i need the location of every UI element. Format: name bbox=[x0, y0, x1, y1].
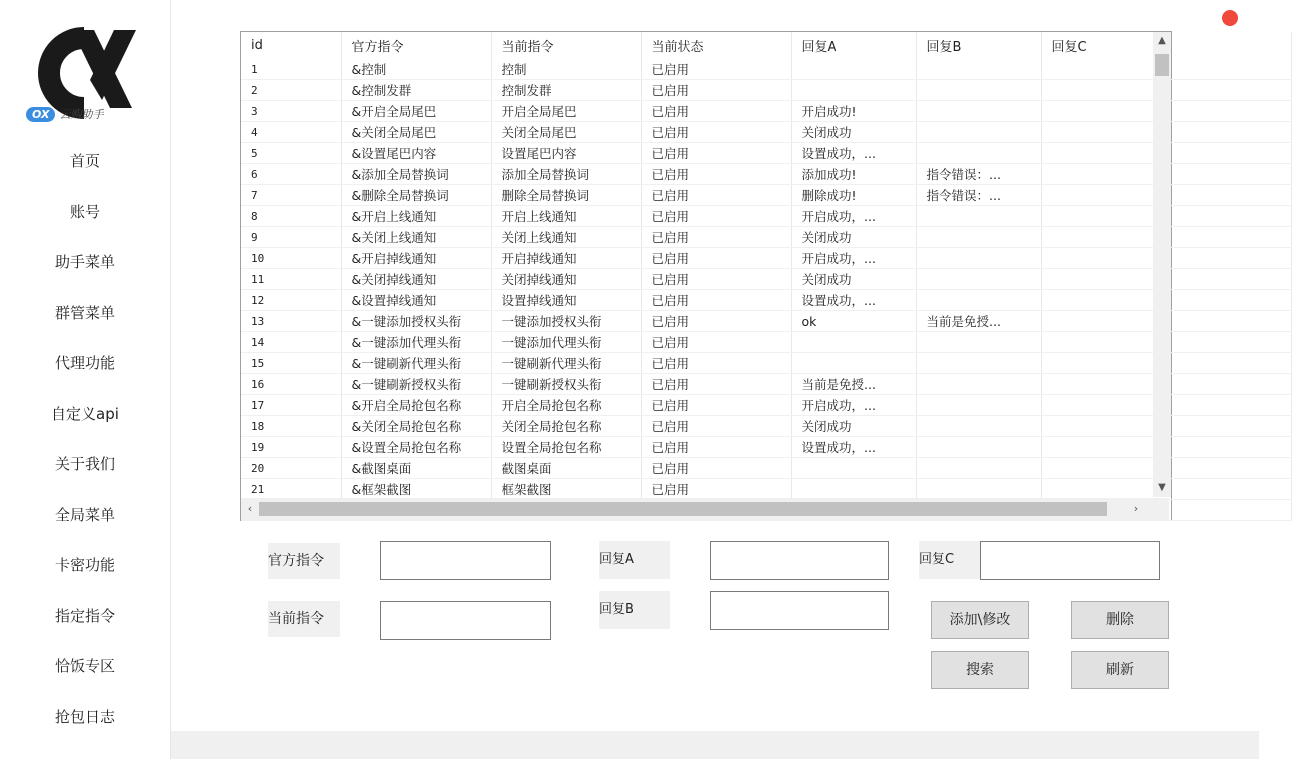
table-row[interactable] bbox=[241, 122, 1291, 143]
table-cell-reply-b bbox=[916, 458, 1041, 479]
table-cell-reply-b bbox=[916, 416, 1041, 437]
table-cell-official-command: &开启掉线通知 bbox=[341, 248, 491, 269]
table-cell-current-command: 开启掉线通知 bbox=[491, 248, 641, 269]
table-cell-reply-a bbox=[791, 458, 916, 479]
table-cell-official-command: &一键添加授权头衔 bbox=[341, 311, 491, 332]
sidebar-item-account[interactable]: 账号 bbox=[69, 202, 100, 221]
status-dot[interactable] bbox=[1222, 10, 1238, 26]
table-cell-reply-a: 添加成功! bbox=[791, 164, 916, 185]
sidebar-item-grab-log[interactable]: 抢包日志 bbox=[54, 707, 115, 726]
sidebar-item-card-key[interactable]: 卡密功能 bbox=[54, 556, 115, 574]
table-row[interactable] bbox=[241, 80, 1291, 101]
table-cell-reply-b: 指令错误：... bbox=[916, 164, 1041, 185]
sidebar-item-group-admin-menu[interactable]: 群管菜单 bbox=[54, 303, 115, 322]
official-command-input[interactable] bbox=[380, 541, 551, 580]
table-cell-current-command: 关闭掉线通知 bbox=[491, 269, 641, 290]
table-cell-status: 已启用 bbox=[641, 80, 791, 101]
data-table bbox=[241, 32, 1292, 521]
table-cell-official-command: &开启上线通知 bbox=[341, 206, 491, 227]
table-cell-reply-a: 设置成功，... bbox=[791, 290, 916, 311]
reply-a-label: 回复A bbox=[599, 541, 670, 579]
table-cell-id: 9 bbox=[241, 227, 341, 248]
table-cell-status: 已启用 bbox=[641, 269, 791, 290]
current-command-input[interactable] bbox=[380, 601, 551, 640]
table-cell-status: 已启用 bbox=[641, 479, 791, 500]
table-cell-id: 8 bbox=[241, 206, 341, 227]
table-cell-status: 已启用 bbox=[641, 332, 791, 353]
logo-tagline: 云购助手 bbox=[59, 108, 104, 121]
table-cell-current-command: 框架截图 bbox=[491, 479, 641, 500]
table-cell-reply-a bbox=[791, 80, 916, 101]
table-cell-reply-a: 开启成功，... bbox=[791, 395, 916, 416]
table-cell-id: 21 bbox=[241, 479, 341, 500]
table-row[interactable] bbox=[241, 311, 1291, 332]
column-current-command-header[interactable]: 当前指令 bbox=[491, 32, 641, 59]
table-cell-id: 19 bbox=[241, 437, 341, 458]
table-cell-reply-b bbox=[916, 143, 1041, 164]
table-cell-reply-a: 设置成功，... bbox=[791, 143, 916, 164]
table-cell-id: 4 bbox=[241, 122, 341, 143]
status-bar bbox=[171, 731, 1259, 759]
sidebar-item-specified-command[interactable]: 指定指令 bbox=[54, 606, 115, 625]
table-cell-status: 已启用 bbox=[641, 101, 791, 122]
table-cell-current-command: 添加全局替换词 bbox=[491, 164, 641, 185]
table-row[interactable] bbox=[241, 143, 1291, 164]
table-cell-reply-b bbox=[916, 206, 1041, 227]
table-cell-reply-b bbox=[916, 290, 1041, 311]
table-cell-status: 已启用 bbox=[641, 143, 791, 164]
table-cell-id: 16 bbox=[241, 374, 341, 395]
table-cell-reply-a: 关闭成功 bbox=[791, 416, 916, 437]
table-cell-reply-b bbox=[916, 395, 1041, 416]
table-cell-reply-a: 开启成功! bbox=[791, 101, 916, 122]
table-row[interactable] bbox=[241, 269, 1291, 290]
table-row[interactable] bbox=[241, 290, 1291, 311]
horizontal-scrollbar[interactable] bbox=[241, 498, 1169, 520]
table-cell-id: 14 bbox=[241, 332, 341, 353]
table-cell-reply-a: 删除成功! bbox=[791, 185, 916, 206]
table-cell-status: 已启用 bbox=[641, 416, 791, 437]
table-cell-id: 5 bbox=[241, 143, 341, 164]
vertical-scrollbar[interactable] bbox=[1153, 32, 1171, 497]
table-cell-current-command: 控制 bbox=[491, 59, 641, 80]
scroll-up-icon[interactable]: ▲ bbox=[1158, 35, 1166, 46]
table-cell-status: 已启用 bbox=[641, 206, 791, 227]
table-cell-status: 已启用 bbox=[641, 185, 791, 206]
table-cell-reply-b bbox=[916, 80, 1041, 101]
command-table[interactable] bbox=[240, 31, 1172, 521]
table-cell-id: 11 bbox=[241, 269, 341, 290]
table-cell-reply-b bbox=[916, 122, 1041, 143]
table-row[interactable] bbox=[241, 353, 1291, 374]
table-cell-current-command: 设置掉线通知 bbox=[491, 290, 641, 311]
table-cell-current-command: 关闭全局抢包名称 bbox=[491, 416, 641, 437]
sidebar-item-home[interactable]: 首页 bbox=[69, 152, 100, 170]
table-row[interactable] bbox=[241, 185, 1291, 206]
table-cell-current-command: 截图桌面 bbox=[491, 458, 641, 479]
table-row[interactable] bbox=[241, 416, 1291, 437]
table-cell-reply-a bbox=[791, 332, 916, 353]
table-cell-id: 10 bbox=[241, 248, 341, 269]
table-cell-current-command: 删除全局替换词 bbox=[491, 185, 641, 206]
table-cell-current-command: 开启全局尾巴 bbox=[491, 101, 641, 122]
table-cell-status: 已启用 bbox=[641, 353, 791, 374]
table-cell-status: 已启用 bbox=[641, 227, 791, 248]
table-cell-reply-b bbox=[916, 353, 1041, 374]
table-cell-official-command: &删除全局替换词 bbox=[341, 185, 491, 206]
official-command-label: 官方指令 bbox=[268, 543, 340, 579]
table-cell-id: 12 bbox=[241, 290, 341, 311]
table-cell-id: 2 bbox=[241, 80, 341, 101]
table-cell-reply-a: 开启成功，... bbox=[791, 206, 916, 227]
horizontal-scroll-thumb[interactable] bbox=[259, 502, 1107, 516]
column-official-command-header[interactable]: 官方指令 bbox=[341, 32, 491, 59]
scroll-right-icon[interactable]: › bbox=[1133, 502, 1139, 515]
table-cell-id: 13 bbox=[241, 311, 341, 332]
table-cell-official-command: &开启全局尾巴 bbox=[341, 101, 491, 122]
table-cell-status: 已启用 bbox=[641, 458, 791, 479]
reply-b-input[interactable] bbox=[710, 591, 889, 630]
scroll-down-icon[interactable]: ▼ bbox=[1158, 482, 1166, 493]
table-cell-reply-b: 当前是免授... bbox=[916, 311, 1041, 332]
table-row[interactable] bbox=[241, 374, 1291, 395]
table-cell-reply-a bbox=[791, 479, 916, 500]
table-cell-status: 已启用 bbox=[641, 395, 791, 416]
table-cell-official-command: &关闭上线通知 bbox=[341, 227, 491, 248]
table-row[interactable] bbox=[241, 101, 1291, 122]
table-cell-id: 17 bbox=[241, 395, 341, 416]
table-cell-id: 1 bbox=[241, 59, 341, 80]
table-cell-official-command: &一键刷新代理头衔 bbox=[341, 353, 491, 374]
table-row[interactable] bbox=[241, 332, 1291, 353]
table-cell-reply-b: 指令错误：... bbox=[916, 185, 1041, 206]
table-row[interactable] bbox=[241, 59, 1291, 80]
table-cell-official-command: &一键添加代理头衔 bbox=[341, 332, 491, 353]
sidebar-item-about-us[interactable]: 关于我们 bbox=[54, 455, 115, 473]
table-cell-status: 已启用 bbox=[641, 122, 791, 143]
table-cell-current-command: 一键添加授权头衔 bbox=[491, 311, 641, 332]
table-cell-official-command: &关闭全局尾巴 bbox=[341, 122, 491, 143]
table-cell-reply-b bbox=[916, 101, 1041, 122]
search-button[interactable]: 搜索 bbox=[931, 651, 1029, 689]
sidebar-item-sponsor-zone[interactable]: 恰饭专区 bbox=[54, 657, 115, 675]
table-cell-reply-a: 关闭成功 bbox=[791, 122, 916, 143]
table-cell-reply-a bbox=[791, 59, 916, 80]
table-cell-reply-b bbox=[916, 479, 1041, 500]
table-cell-reply-b bbox=[916, 374, 1041, 395]
table-cell-id: 15 bbox=[241, 353, 341, 374]
table-cell-official-command: &设置掉线通知 bbox=[341, 290, 491, 311]
table-cell-current-command: 开启全局抢包名称 bbox=[491, 395, 641, 416]
table-viewport bbox=[241, 32, 1152, 497]
column-reply-b-header[interactable]: 回复B bbox=[916, 32, 1041, 59]
table-cell-reply-b bbox=[916, 248, 1041, 269]
table-cell-reply-a: 设置成功，... bbox=[791, 437, 916, 458]
table-cell-official-command: &控制发群 bbox=[341, 80, 491, 101]
column-reply-a-header[interactable]: 回复A bbox=[791, 32, 916, 59]
table-cell-reply-b bbox=[916, 59, 1041, 80]
table-cell-id: 18 bbox=[241, 416, 341, 437]
table-cell-official-command: &设置尾巴内容 bbox=[341, 143, 491, 164]
table-cell-id: 20 bbox=[241, 458, 341, 479]
table-cell-current-command: 设置尾巴内容 bbox=[491, 143, 641, 164]
table-cell-status: 已启用 bbox=[641, 59, 791, 80]
reply-c-input[interactable] bbox=[980, 541, 1160, 580]
table-cell-reply-a bbox=[791, 353, 916, 374]
table-cell-official-command: &开启全局抢包名称 bbox=[341, 395, 491, 416]
table-cell-current-command: 开启上线通知 bbox=[491, 206, 641, 227]
table-cell-status: 已启用 bbox=[641, 374, 791, 395]
sidebar-item-global-menu[interactable]: 全局菜单 bbox=[54, 505, 115, 524]
table-row[interactable] bbox=[241, 248, 1291, 269]
table-cell-official-command: &截图桌面 bbox=[341, 458, 491, 479]
column-status-header[interactable]: 当前状态 bbox=[641, 32, 791, 59]
column-id-header[interactable]: id bbox=[241, 32, 341, 59]
table-cell-official-command: &控制 bbox=[341, 59, 491, 80]
table-cell-id: 7 bbox=[241, 185, 341, 206]
table-cell-status: 已启用 bbox=[641, 248, 791, 269]
add-edit-button[interactable]: 添加\修改 bbox=[931, 601, 1029, 639]
table-row[interactable] bbox=[241, 479, 1291, 500]
reply-c-label: 回复C bbox=[919, 541, 980, 579]
table-cell-reply-a: 关闭成功 bbox=[791, 227, 916, 248]
table-cell-reply-b bbox=[916, 332, 1041, 353]
table-cell-status: 已启用 bbox=[641, 290, 791, 311]
sidebar-nav bbox=[0, 136, 170, 742]
reply-b-label: 回复B bbox=[599, 591, 670, 629]
table-cell-current-command: 一键刷新授权头衔 bbox=[491, 374, 641, 395]
table-cell-official-command: &关闭掉线通知 bbox=[341, 269, 491, 290]
scroll-left-icon[interactable]: ‹ bbox=[247, 502, 253, 515]
table-row[interactable] bbox=[241, 164, 1291, 185]
table-cell-status: 已启用 bbox=[641, 164, 791, 185]
table-cell-current-command: 关闭上线通知 bbox=[491, 227, 641, 248]
table-cell-official-command: &添加全局替换词 bbox=[341, 164, 491, 185]
table-cell-current-command: 控制发群 bbox=[491, 80, 641, 101]
vertical-scroll-thumb[interactable] bbox=[1155, 54, 1169, 76]
table-cell-reply-a: 当前是免授... bbox=[791, 374, 916, 395]
table-cell-current-command: 一键添加代理头衔 bbox=[491, 332, 641, 353]
column-reply-c-header[interactable]: 回复C bbox=[1041, 32, 1291, 59]
delete-button[interactable]: 删除 bbox=[1071, 601, 1169, 639]
sidebar bbox=[0, 0, 171, 759]
table-cell-status: 已启用 bbox=[641, 437, 791, 458]
table-row[interactable] bbox=[241, 437, 1291, 458]
logo-tagline-row bbox=[26, 106, 103, 122]
current-command-label: 当前指令 bbox=[268, 601, 340, 637]
table-cell-id: 3 bbox=[241, 101, 341, 122]
table-header-row bbox=[241, 32, 1291, 59]
table-cell-status: 已启用 bbox=[641, 311, 791, 332]
table-cell-reply-a: 关闭成功 bbox=[791, 269, 916, 290]
logo-badge: OX bbox=[26, 107, 55, 122]
table-row[interactable] bbox=[241, 458, 1291, 479]
table-cell-current-command: 设置全局抢包名称 bbox=[491, 437, 641, 458]
sidebar-item-custom-api[interactable]: 自定义api bbox=[51, 404, 119, 423]
table-cell-reply-a: 开启成功，... bbox=[791, 248, 916, 269]
table-cell-current-command: 关闭全局尾巴 bbox=[491, 122, 641, 143]
sidebar-item-agent-functions[interactable]: 代理功能 bbox=[54, 354, 115, 372]
table-cell-current-command: 一键刷新代理头衔 bbox=[491, 353, 641, 374]
table-cell-reply-b bbox=[916, 269, 1041, 290]
table-cell-reply-b bbox=[916, 227, 1041, 248]
table-cell-official-command: &关闭全局抢包名称 bbox=[341, 416, 491, 437]
table-cell-official-command: &一键刷新授权头衔 bbox=[341, 374, 491, 395]
table-cell-reply-a: ok bbox=[791, 311, 916, 332]
sidebar-item-assistant-menu[interactable]: 助手菜单 bbox=[54, 253, 115, 271]
refresh-button[interactable]: 刷新 bbox=[1071, 651, 1169, 689]
table-row[interactable] bbox=[241, 395, 1291, 416]
table-body bbox=[241, 59, 1291, 521]
table-cell-official-command: &设置全局抢包名称 bbox=[341, 437, 491, 458]
table-cell-reply-b bbox=[916, 437, 1041, 458]
table-cell-official-command: &框架截图 bbox=[341, 479, 491, 500]
reply-a-input[interactable] bbox=[710, 541, 889, 580]
table-row[interactable] bbox=[241, 206, 1291, 227]
table-cell-id: 6 bbox=[241, 164, 341, 185]
table-row[interactable] bbox=[241, 227, 1291, 248]
